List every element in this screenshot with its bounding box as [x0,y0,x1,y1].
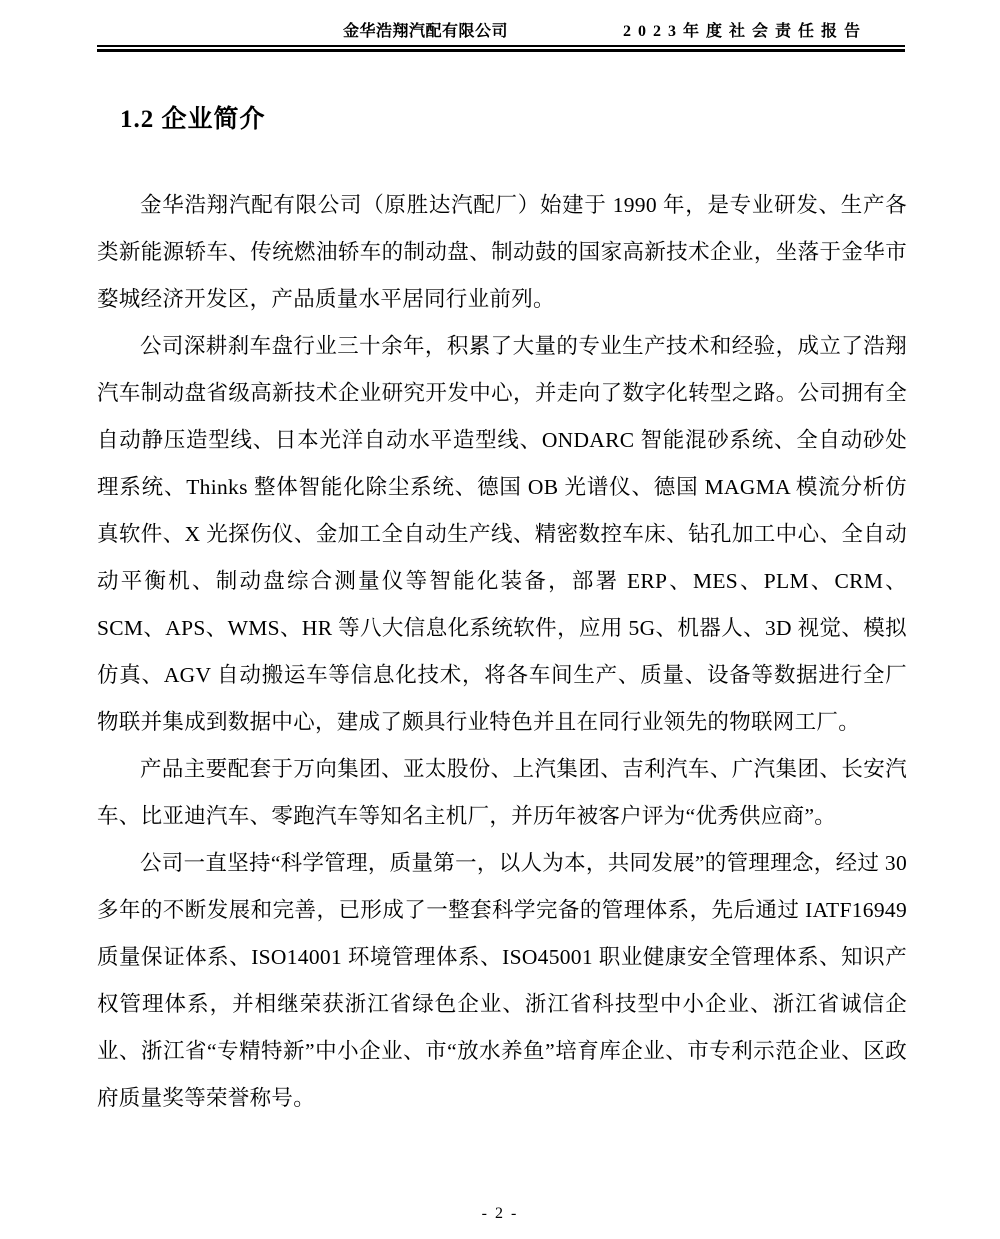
body-paragraph: 公司一直坚持“科学管理，质量第一，以人为本，共同发展”的管理理念，经过 30 多年的不断发展和完善，已形成了一整套科学完备的管理体系，先后通过 IATF16949 质量保证体系、ISO14001 环境管理体系、ISO45001 职业健康安全管理体系、知识产权管理体系，并相继荣获浙江省绿色企业、浙江省科技型中小企业、浙江省诚信企业、浙江省“专精特新”中小企业、市“放水养鱼”培育库企业、市专利示范企业、区政府质量奖等荣誉称号。 [97,851,907,1110]
header-divider-thick-line [97,49,905,52]
section-title: 1.2 企业简介 [120,106,266,133]
header-report-title: 2023年度社会责任报告 [622,23,867,40]
header-divider [97,45,905,52]
body-paragraph: 公司深耕刹车盘行业三十余年，积累了大量的专业生产技术和经验，成立了浩翔汽车制动盘省级高新技术企业研究开发中心，并走向了数字化转型之路。公司拥有全自动静压造型线、日本光洋自动水平造型线、ONDARC 智能混砂系统、全自动砂处理系统、Thinks 整体智能化除尘系统、德国 OB 光谱仪、德国 MAGMA 模流分析仿真软件、X 光探伤仪、金加工全自动生产线、精密数控车床、钻孔加工中心、全自动动平衡机、制动盘综合测量仪等智能化装备，部署 ERP、MES、PLM、CRM、SCM、APS、WMS、HR 等八大信息化系统软件，应用 5G、机器人、3D 视觉、模拟仿真、AGV 自动搬运车等信息化技术，将各车间生产、质量、设备等数据进行全厂物联并集成到数据中心，建成了颇具行业特色并且在同行业领先的物联网工厂。 [97,334,907,734]
body-paragraph: 产品主要配套于万向集团、亚太股份、上汽集团、吉利汽车、广汽集团、长安汽车、比亚迪汽车、零跑汽车等知名主机厂，并历年被客户评为“优秀供应商”。 [97,757,907,828]
header-company-name: 金华浩翔汽配有限公司 [343,23,509,40]
page-number: - 2 - [481,1205,519,1222]
body-paragraph: 金华浩翔汽配有限公司（原胜达汽配厂）始建于 1990 年，是专业研发、生产各类新能源轿车、传统燃油轿车的制动盘、制动鼓的国家高新技术企业，坐落于金华市婺城经济开发区，产品质量水平居同行业前列。 [97,193,907,311]
page-header [97,21,905,43]
document-body [97,182,907,1122]
